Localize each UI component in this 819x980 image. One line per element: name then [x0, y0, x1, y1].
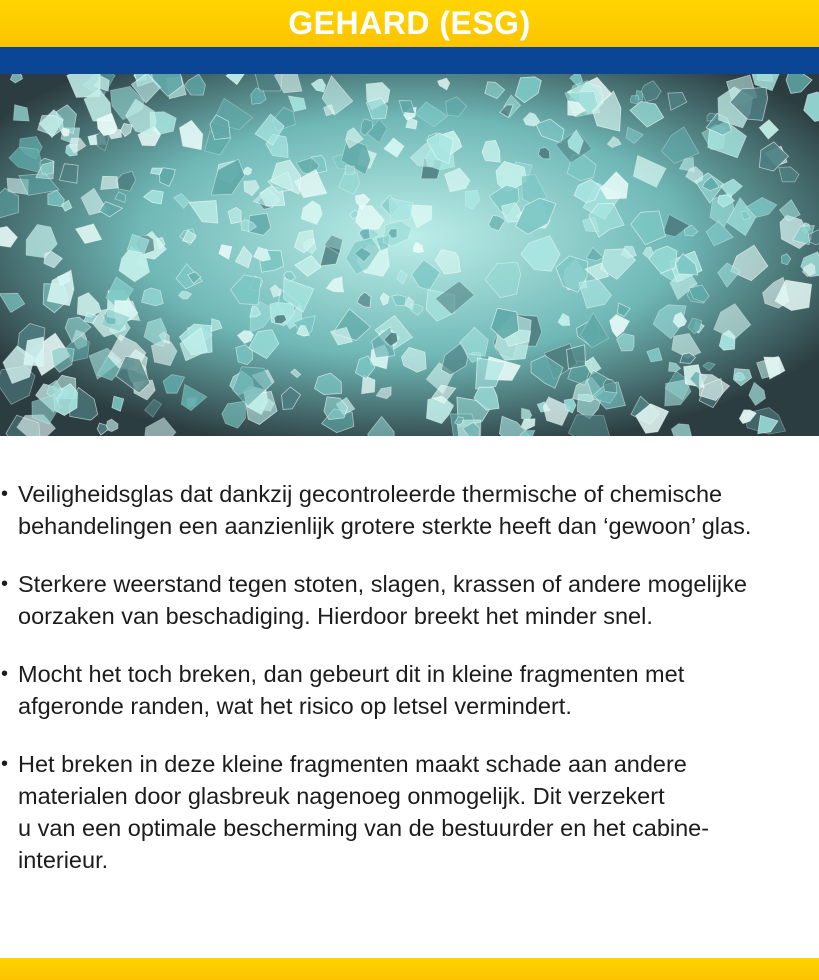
glass-shard [567, 345, 586, 369]
feature-bullet-list [0, 478, 819, 902]
bullet-dot: • [1, 483, 9, 505]
bullet-item [0, 748, 819, 876]
bullet-line: u van een optimale bescherming van de bestuurder en het cabine- [18, 815, 710, 841]
bullet-line: afgeronde randen, wat het risico op letsel vermindert. [18, 693, 572, 719]
bullet-line: Sterkere weerstand tegen stoten, slagen, krassen of andere mogelijke [18, 571, 747, 597]
bullet-line: Mocht het toch breken, dan gebeurt dit in kleine fragmenten met [18, 661, 685, 687]
bullet-line: Het breken in deze kleine fragmenten maakt schade aan andere [18, 751, 687, 777]
bullet-line: interieur. [18, 847, 109, 873]
bullet-dot: • [1, 663, 9, 685]
broken-glass-image [0, 74, 819, 436]
glass-shard [345, 166, 354, 175]
bullet-item [0, 568, 819, 632]
bullet-line: behandelingen een aanzienlijk grotere sterkte heeft dan ‘gewoon’ glas. [18, 513, 752, 539]
bullet-line: Veiligheidsglas dat dankzij gecontroleerde thermische of chemische [18, 481, 723, 507]
glass-shard [630, 96, 639, 104]
bullet-line: materialen door glasbreuk nagenoeg onmogelijk. Dit verzekert [18, 783, 665, 809]
footer-stripe [0, 958, 819, 980]
bullet-dot: • [1, 573, 9, 595]
broken-glass-photo [0, 74, 819, 436]
bullet-dot: • [1, 753, 9, 775]
bullet-line: oorzaken van beschadiging. Hierdoor breekt het minder snel. [18, 603, 653, 629]
page-title: GEHARD (ESG) [288, 5, 531, 41]
title-banner [0, 0, 819, 47]
glass-shard [101, 176, 119, 189]
bullet-item [0, 658, 819, 722]
glass-shard [141, 288, 163, 306]
bullet-item [0, 478, 819, 542]
blue-stripe [0, 47, 819, 74]
